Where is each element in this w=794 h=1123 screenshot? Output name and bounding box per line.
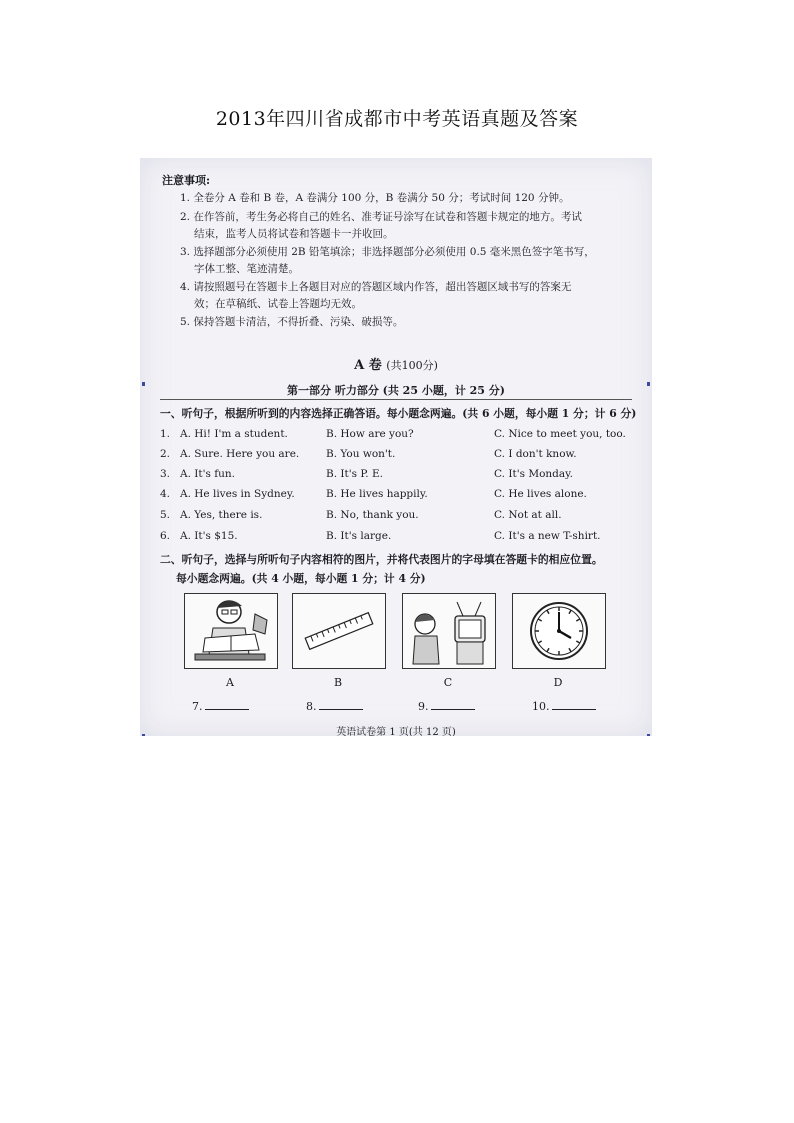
blank-line xyxy=(552,699,596,710)
question-number: 3. xyxy=(160,468,171,480)
question-number: 4. xyxy=(160,488,171,500)
note-item: 3. 选择题部分必须使用 2B 铅笔填涂；非选择题部分必须使用 0.5 毫米黑色签字笔书写， xyxy=(180,246,595,258)
question-number: 6. xyxy=(160,530,171,542)
option-b: B. How are you? xyxy=(326,428,414,440)
option-a: A. Hi! I'm a student. xyxy=(180,428,288,440)
option-c: C. I don't know. xyxy=(494,448,577,460)
blank-number: 7. xyxy=(192,700,203,713)
picture-c xyxy=(402,593,496,669)
option-c: C. It's a new T-shirt. xyxy=(494,530,601,542)
part-divider xyxy=(160,399,632,400)
question-number: 1. xyxy=(160,428,171,440)
note-item: 5. 保持答题卡清洁，不得折叠、污染、破损等。 xyxy=(180,316,404,328)
option-a: A. He lives in Sydney. xyxy=(180,488,295,500)
student-reading-icon xyxy=(185,594,277,668)
volume-heading xyxy=(140,354,652,373)
option-c: C. Nice to meet you, too. xyxy=(494,428,626,440)
option-b: B. It's large. xyxy=(326,530,392,542)
blank-number: 8. xyxy=(306,700,317,713)
option-a: A. It's $15. xyxy=(180,530,238,542)
picture-label: B xyxy=(333,676,343,689)
page-footer: 英语试卷第 1 页(共 12 页) xyxy=(336,727,456,736)
option-b: B. You won't. xyxy=(326,448,396,460)
scan-corner-mark xyxy=(647,734,650,736)
option-b: B. It's P. E. xyxy=(326,468,383,480)
answer-blank xyxy=(532,699,596,713)
answer-blank xyxy=(306,699,363,713)
option-c: C. It's Monday. xyxy=(494,468,574,480)
picture-label: A xyxy=(226,676,234,689)
blank-line xyxy=(319,699,363,710)
clock-icon xyxy=(513,594,605,668)
option-b: B. He lives happily. xyxy=(326,488,428,500)
note-item: 2. 在作答前，考生务必将自己的姓名、准考证号涂写在试卷和答题卡规定的地方。考试 xyxy=(180,211,582,223)
note-item: 结束，监考人员将试卷和答题卡一并收回。 xyxy=(194,228,394,240)
section2-title: 二、听句子，选择与所听句子内容相符的图片，并将代表图片的字母填在答题卡的相应位置。 xyxy=(160,553,603,566)
answer-blank xyxy=(418,699,475,713)
volume-score: (共100分) xyxy=(386,359,438,372)
exam-content xyxy=(140,158,652,736)
option-a: A. Yes, there is. xyxy=(180,509,263,521)
note-item: 4. 请按照题号在答题卡上各题目对应的答题区域内作答，超出答题区域书写的答案无 xyxy=(180,281,572,293)
blank-line xyxy=(431,699,475,710)
blank-line xyxy=(205,699,249,710)
section1-title: 一、听句子，根据所听到的内容选择正确答语。每小题念两遍。(共 6 小题，每小题 1 分；计 6 分) xyxy=(160,407,637,420)
question-number: 2. xyxy=(160,448,171,460)
scanned-exam-page xyxy=(140,158,652,736)
scan-corner-mark xyxy=(142,382,145,386)
option-a: A. It's fun. xyxy=(180,468,235,480)
picture-label: D xyxy=(553,676,563,689)
option-c: C. Not at all. xyxy=(494,509,562,521)
boy-watching-tv-icon xyxy=(403,594,495,668)
volume-name: A 卷 xyxy=(354,358,382,373)
question-number: 5. xyxy=(160,509,171,521)
picture-label: C xyxy=(443,676,453,689)
note-item: 字体工整、笔迹清楚。 xyxy=(194,263,299,275)
option-a: A. Sure. Here you are. xyxy=(180,448,300,460)
section2-subtitle: 每小题念两遍。(共 4 小题，每小题 1 分；计 4 分) xyxy=(176,572,426,585)
blank-number: 10. xyxy=(532,700,550,713)
note-item: 效；在草稿纸、试卷上答题均无效。 xyxy=(194,298,362,310)
option-b: B. No, thank you. xyxy=(326,509,419,521)
option-c: C. He lives alone. xyxy=(494,488,587,500)
scan-corner-mark xyxy=(142,734,145,736)
picture-d xyxy=(512,593,606,669)
blank-number: 9. xyxy=(418,700,429,713)
document-title: 2013年四川省成都市中考英语真题及答案 xyxy=(215,108,579,130)
ruler-icon xyxy=(293,594,385,668)
picture-a xyxy=(184,593,278,669)
scan-corner-mark xyxy=(647,382,650,386)
note-item: 1. 全卷分 A 卷和 B 卷，A 卷满分 100 分，B 卷满分 50 分；考试时间 120 分钟。 xyxy=(180,192,570,204)
picture-b xyxy=(292,593,386,669)
part-heading: 第一部分 听力部分 (共 25 小题，计 25 分) xyxy=(286,384,505,397)
answer-blank xyxy=(192,699,249,713)
notes-heading: 注意事项: xyxy=(162,174,211,187)
